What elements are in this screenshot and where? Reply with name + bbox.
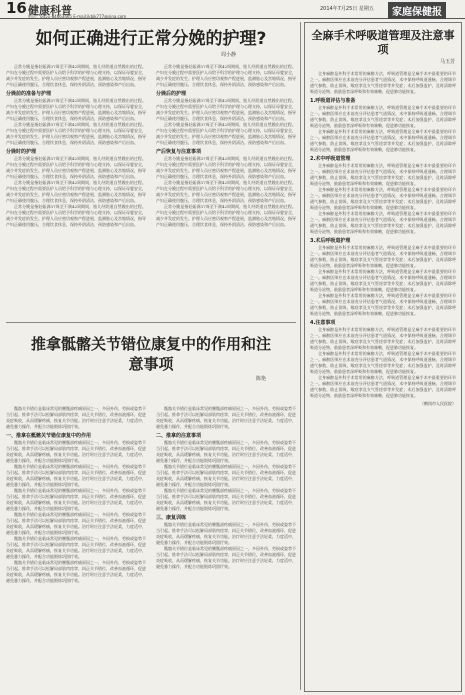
article-title: 全麻手术呼吸道管理及注意事项 bbox=[311, 29, 455, 56]
page-header bbox=[0, 0, 465, 19]
paragraph: 正常分娩是指妊娠满37周至不满42周期间，胎儿经阴道自然娩出的过程。产妇在分娩过程中需要医护人员给予科学的护理与心理支持，以保证母婴安全，减少并发症的发生。护理人员应密切观察产程进展，监测胎心及宫缩情况，指导产妇正确使用腹压，合理饮食休息，保持外阴清洁，预防感染和产后出血。 bbox=[6, 122, 146, 145]
subhead: 4.注意事项 bbox=[310, 320, 336, 326]
paragraph: 全身麻醉是外科手术常用的麻醉方法，呼吸道管理是全麻手术中最重要的环节之一。麻醉医师应在术前充分评估患者气道情况，术中保持呼吸道通畅，合理调节通气参数，防止误吸、喉痉挛及支气管痉挛等并发症；术后加强监护，及时清除呼吸道分泌物，鼓励患者深呼吸和有效咳嗽，促进肺功能恢复。 bbox=[310, 327, 456, 350]
paragraph: 骶髂关节错位是临床常见的腰骶部疼痛原因之一，多因外伤、劳损或姿势不当引起。推拿手法可以松解局部肌肉痉挛，纠正关节错位，改善血液循环，促进炎症吸收，从而缓解疼痛，恢复关节功能。治疗时应注意手法轻柔，力度适中，避免暴力操作，并配合功能锻炼巩固疗效。 bbox=[6, 440, 146, 463]
paragraph: 正常分娩是指妊娠满37周至不满42周期间，胎儿经阴道自然娩出的过程。产妇在分娩过程中需要医护人员给予科学的护理与心理支持，以保证母婴安全，减少并发症的发生。护理人员应密切观察产程进展，监测胎心及宫缩情况，指导产妇正确使用腹压，合理饮食休息，保持外阴清洁，预防感染和产后出血。 bbox=[6, 64, 146, 87]
page-number: 16 bbox=[6, 0, 27, 17]
paragraph: 正常分娩是指妊娠满37周至不满42周期间，胎儿经阴道自然娩出的过程。产妇在分娩过程中需要医护人员给予科学的护理与心理支持，以保证母婴安全，减少并发症的发生。护理人员应密切观察产程进展，监测胎心及宫缩情况，指导产妇正确使用腹压，合理饮食休息，保持外阴清洁，预防感染和产后出血。 bbox=[156, 180, 296, 203]
paragraph: 正常分娩是指妊娠满37周至不满42周期间，胎儿经阴道自然娩出的过程。产妇在分娩过程中需要医护人员给予科学的护理与心理支持，以保证母婴安全，减少并发症的发生。护理人员应密切观察产程进展，监测胎心及宫缩情况，指导产妇正确使用腹压，合理饮食休息，保持外阴清洁，预防感染和产后出血。 bbox=[156, 156, 296, 179]
paragraph: 全身麻醉是外科手术常用的麻醉方法，呼吸道管理是全麻手术中最重要的环节之一。麻醉医师应在术前充分评估患者气道情况，术中保持呼吸道通畅，合理调节通气参数，防止误吸、喉痉挛及支气管痉挛等并发症；术后加强监护，及时清除呼吸道分泌物，鼓励患者深呼吸和有效咳嗽，促进肺功能恢复。 bbox=[310, 187, 456, 210]
paragraph: 全身麻醉是外科手术常用的麻醉方法，呼吸道管理是全麻手术中最重要的环节之一。麻醉医师应在术前充分评估患者气道情况，术中保持呼吸道通畅，合理调节通气参数，防止误吸、喉痉挛及支气管痉挛等并发症；术后加强监护，及时清除呼吸道分泌物，鼓励患者深呼吸和有效咳嗽，促进肺功能恢复。 bbox=[310, 71, 456, 94]
header-contact: 电话：0451-84663465 E-mail:jkbjk777@sina.com bbox=[28, 14, 127, 19]
paragraph: 正常分娩是指妊娠满37周至不满42周期间，胎儿经阴道自然娩出的过程。产妇在分娩过程中需要医护人员给予科学的护理与心理支持，以保证母婴安全，减少并发症的发生。护理人员应密切观察产程进展，监测胎心及宫缩情况，指导产妇正确使用腹压，合理饮食休息，保持外阴清洁，预防感染和产后出血。 bbox=[156, 64, 296, 87]
paragraph: 骶髂关节错位是临床常见的腰骶部疼痛原因之一，多因外伤、劳损或姿势不当引起。推拿手法可以松解局部肌肉痉挛，纠正关节错位，改善血液循环，促进炎症吸收，从而缓解疼痛，恢复关节功能。治疗时应注意手法轻柔，力度适中，避免暴力操作，并配合功能锻炼巩固疗效。 bbox=[6, 512, 146, 535]
paragraph: 全身麻醉是外科手术常用的麻醉方法，呼吸道管理是全麻手术中最重要的环节之一。麻醉医师应在术前充分评估患者气道情况，术中保持呼吸道通畅，合理调节通气参数，防止误吸、喉痉挛及支气管痉挛等并发症；术后加强监护，及时清除呼吸道分泌物，鼓励患者深呼吸和有效咳嗽，促进肺功能恢复。 bbox=[310, 375, 456, 398]
paragraph: 骶髂关节错位是临床常见的腰骶部疼痛原因之一，多因外伤、劳损或姿势不当引起。推拿手法可以松解局部肌肉痉挛，纠正关节错位，改善血液循环，促进炎症吸收，从而缓解疼痛，恢复关节功能。治疗时应注意手法轻柔，力度适中，避免暴力操作，并配合功能锻炼巩固疗效。 bbox=[156, 546, 296, 569]
article-col-1 bbox=[6, 406, 146, 692]
article-col-2 bbox=[156, 64, 296, 318]
paragraph: 骶髂关节错位是临床常见的腰骶部疼痛原因之一，多因外伤、劳损或姿势不当引起。推拿手法可以松解局部肌肉痉挛，纠正关节错位，改善血液循环，促进炎症吸收，从而缓解疼痛，恢复关节功能。治疗时应注意手法轻柔，力度适中，避免暴力操作，并配合功能锻炼巩固疗效。 bbox=[156, 522, 296, 545]
article-byline: 马玉芳 bbox=[439, 59, 455, 65]
paragraph: 骶髂关节错位是临床常见的腰骶部疼痛原因之一，多因外伤、劳损或姿势不当引起。推拿手法可以松解局部肌肉痉挛，纠正关节错位，改善血液循环，促进炎症吸收，从而缓解疼痛，恢复关节功能。治疗时应注意手法轻柔，力度适中，避免暴力操作，并配合功能锻炼巩固疗效。 bbox=[6, 536, 146, 559]
paragraph: 全身麻醉是外科手术常用的麻醉方法，呼吸道管理是全麻手术中最重要的环节之一。麻醉医师应在术前充分评估患者气道情况，术中保持呼吸道通畅，合理调节通气参数，防止误吸、喉痉挛及支气管痉挛等并发症；术后加强监护，及时清除呼吸道分泌物，鼓励患者深呼吸和有效咳嗽，促进肺功能恢复。 bbox=[310, 293, 456, 316]
subhead: 二、推拿的注意事项 bbox=[156, 433, 202, 439]
paragraph: 骶髂关节错位是临床常见的腰骶部疼痛原因之一，多因外伤、劳损或姿势不当引起。推拿手法可以松解局部肌肉痉挛，纠正关节错位，改善血液循环，促进炎症吸收，从而缓解疼痛，恢复关节功能。治疗时应注意手法轻柔，力度适中，避免暴力操作，并配合功能锻炼巩固疗效。 bbox=[156, 440, 296, 463]
article-title: 推拿骶髂关节错位康复中的作用和注意事项 bbox=[30, 335, 271, 373]
column-divider bbox=[300, 22, 301, 690]
subhead: 一、推拿在骶髂关节错位康复中的作用 bbox=[6, 433, 92, 439]
paragraph: 全身麻醉是外科手术常用的麻醉方法，呼吸道管理是全麻手术中最重要的环节之一。麻醉医师应在术前充分评估患者气道情况，术中保持呼吸道通畅，合理调节通气参数，防止误吸、喉痉挛及支气管痉挛等并发症；术后加强监护，及时清除呼吸道分泌物，鼓励患者深呼吸和有效咳嗽，促进肺功能恢复。 bbox=[310, 351, 456, 374]
paragraph: 正常分娩是指妊娠满37周至不满42周期间，胎儿经阴道自然娩出的过程。产妇在分娩过程中需要医护人员给予科学的护理与心理支持，以保证母婴安全，减少并发症的发生。护理人员应密切观察产程进展，监测胎心及宫缩情况，指导产妇正确使用腹压，合理饮食休息，保持外阴清洁，预防感染和产后出血。 bbox=[156, 98, 296, 121]
article-childbirth bbox=[6, 22, 296, 318]
paragraph: 骶髂关节错位是临床常见的腰骶部疼痛原因之一，多因外伤、劳损或姿势不当引起。推拿手法可以松解局部肌肉痉挛，纠正关节错位，改善血液循环，促进炎症吸收，从而缓解疼痛，恢复关节功能。治疗时应注意手法轻柔，力度适中，避免暴力操作，并配合功能锻炼巩固疗效。 bbox=[6, 488, 146, 511]
paragraph: 全身麻醉是外科手术常用的麻醉方法，呼吸道管理是全麻手术中最重要的环节之一。麻醉医师应在术前充分评估患者气道情况，术中保持呼吸道通畅，合理调节通气参数，防止误吸、喉痉挛及支气管痉挛等并发症；术后加强监护，及时清除呼吸道分泌物，鼓励患者深呼吸和有效咳嗽，促进肺功能恢复。 bbox=[310, 211, 456, 234]
paragraph: 骶髂关节错位是临床常见的腰骶部疼痛原因之一，多因外伤、劳损或姿势不当引起。推拿手法可以松解局部肌肉痉挛，纠正关节错位，改善血液循环，促进炎症吸收，从而缓解疼痛，恢复关节功能。治疗时应注意手法轻柔，力度适中，避免暴力操作，并配合功能锻炼巩固疗效。 bbox=[156, 488, 296, 511]
article-col-2 bbox=[156, 406, 296, 692]
subhead: 分娩时的护理 bbox=[6, 149, 37, 155]
subhead: 1.呼吸道评估与准备 bbox=[310, 98, 356, 104]
subhead: 三、康复训练 bbox=[156, 515, 187, 521]
paragraph: 全身麻醉是外科手术常用的麻醉方法，呼吸道管理是全麻手术中最重要的环节之一。麻醉医师应在术前充分评估患者气道情况，术中保持呼吸道通畅，合理调节通气参数，防止误吸、喉痉挛及支气管痉挛等并发症；术后加强监护，及时清除呼吸道分泌物，鼓励患者深呼吸和有效咳嗽，促进肺功能恢复。 bbox=[310, 163, 456, 186]
section-name: 健康科普 bbox=[28, 4, 72, 17]
subhead: 分娩前的准备与护理 bbox=[6, 91, 52, 97]
article-massage bbox=[6, 326, 296, 692]
subhead: 产后恢复与注意事项 bbox=[156, 149, 202, 155]
subhead: 分娩后的护理 bbox=[156, 91, 187, 97]
paragraph: 全身麻醉是外科手术常用的麻醉方法，呼吸道管理是全麻手术中最重要的环节之一。麻醉医师应在术前充分评估患者气道情况，术中保持呼吸道通畅，合理调节通气参数，防止误吸、喉痉挛及支气管痉挛等并发症；术后加强监护，及时清除呼吸道分泌物，鼓励患者深呼吸和有效咳嗽，促进肺功能恢复。 bbox=[310, 245, 456, 268]
paragraph: 全身麻醉是外科手术常用的麻醉方法，呼吸道管理是全麻手术中最重要的环节之一。麻醉医师应在术前充分评估患者气道情况，术中保持呼吸道通畅，合理调节通气参数，防止误吸、喉痉挛及支气管痉挛等并发症；术后加强监护，及时清除呼吸道分泌物，鼓励患者深呼吸和有效咳嗽，促进肺功能恢复。 bbox=[310, 105, 456, 128]
subhead: 3.术后呼吸道护理 bbox=[310, 238, 351, 244]
paragraph: 骶髂关节错位是临床常见的腰骶部疼痛原因之一，多因外伤、劳损或姿势不当引起。推拿手法可以松解局部肌肉痉挛，纠正关节错位，改善血液循环，促进炎症吸收，从而缓解疼痛，恢复关节功能。治疗时应注意手法轻柔，力度适中，避免暴力操作，并配合功能锻炼巩固疗效。 bbox=[156, 464, 296, 487]
paragraph: 骶髂关节错位是临床常见的腰骶部疼痛原因之一，多因外伤、劳损或姿势不当引起。推拿手法可以松解局部肌肉痉挛，纠正关节错位，改善血液循环，促进炎症吸收，从而缓解疼痛，恢复关节功能。治疗时应注意手法轻柔，力度适中，避免暴力操作，并配合功能锻炼巩固疗效。 bbox=[6, 406, 146, 429]
divider bbox=[6, 322, 296, 323]
column-title: 家庭保健报 bbox=[388, 2, 446, 19]
header-date: 2014年7月25日 星期五 bbox=[320, 6, 374, 12]
article-col-1 bbox=[6, 64, 146, 318]
article-byline: 周小静 bbox=[220, 52, 236, 58]
paragraph: 全身麻醉是外科手术常用的麻醉方法，呼吸道管理是全麻手术中最重要的环节之一。麻醉医师应在术前充分评估患者气道情况，术中保持呼吸道通畅，合理调节通气参数，防止误吸、喉痉挛及支气管痉挛等并发症；术后加强监护，及时清除呼吸道分泌物，鼓励患者深呼吸和有效咳嗽，促进肺功能恢复。 bbox=[310, 129, 456, 152]
article-signoff: （鹤岗市人民医院） bbox=[420, 401, 456, 406]
paragraph: 正常分娩是指妊娠满37周至不满42周期间，胎儿经阴道自然娩出的过程。产妇在分娩过程中需要医护人员给予科学的护理与心理支持，以保证母婴安全，减少并发症的发生。护理人员应密切观察产程进展，监测胎心及宫缩情况，指导产妇正确使用腹压，合理饮食休息，保持外阴清洁，预防感染和产后出血。 bbox=[156, 204, 296, 227]
paragraph: 正常分娩是指妊娠满37周至不满42周期间，胎儿经阴道自然娩出的过程。产妇在分娩过程中需要医护人员给予科学的护理与心理支持，以保证母婴安全，减少并发症的发生。护理人员应密切观察产程进展，监测胎心及宫缩情况，指导产妇正确使用腹压，合理饮食休息，保持外阴清洁，预防感染和产后出血。 bbox=[156, 122, 296, 145]
subhead: 2.术中呼吸道管理 bbox=[310, 156, 351, 162]
article-title: 如何正确进行正常分娩的护理? bbox=[35, 29, 267, 49]
article-body bbox=[310, 71, 456, 685]
paragraph: 全身麻醉是外科手术常用的麻醉方法，呼吸道管理是全麻手术中最重要的环节之一。麻醉医师应在术前充分评估患者气道情况，术中保持呼吸道通畅，合理调节通气参数，防止误吸、喉痉挛及支气管痉挛等并发症；术后加强监护，及时清除呼吸道分泌物，鼓励患者深呼吸和有效咳嗽，促进肺功能恢复。 bbox=[310, 269, 456, 292]
paragraph: 正常分娩是指妊娠满37周至不满42周期间，胎儿经阴道自然娩出的过程。产妇在分娩过程中需要医护人员给予科学的护理与心理支持，以保证母婴安全，减少并发症的发生。护理人员应密切观察产程进展，监测胎心及宫缩情况，指导产妇正确使用腹压，合理饮食休息，保持外阴清洁，预防感染和产后出血。 bbox=[6, 180, 146, 203]
paragraph: 正常分娩是指妊娠满37周至不满42周期间，胎儿经阴道自然娩出的过程。产妇在分娩过程中需要医护人员给予科学的护理与心理支持，以保证母婴安全，减少并发症的发生。护理人员应密切观察产程进展，监测胎心及宫缩情况，指导产妇正确使用腹压，合理饮食休息，保持外阴清洁，预防感染和产后出血。 bbox=[6, 98, 146, 121]
paragraph: 正常分娩是指妊娠满37周至不满42周期间，胎儿经阴道自然娩出的过程。产妇在分娩过程中需要医护人员给予科学的护理与心理支持，以保证母婴安全，减少并发症的发生。护理人员应密切观察产程进展，监测胎心及宫缩情况，指导产妇正确使用腹压，合理饮食休息，保持外阴清洁，预防感染和产后出血。 bbox=[6, 156, 146, 179]
article-byline: 陈艳 bbox=[255, 376, 266, 382]
paragraph: 正常分娩是指妊娠满37周至不满42周期间，胎儿经阴道自然娩出的过程。产妇在分娩过程中需要医护人员给予科学的护理与心理支持，以保证母婴安全，减少并发症的发生。护理人员应密切观察产程进展，监测胎心及宫缩情况，指导产妇正确使用腹压，合理饮食休息，保持外阴清洁，预防感染和产后出血。 bbox=[6, 204, 146, 227]
paragraph: 骶髂关节错位是临床常见的腰骶部疼痛原因之一，多因外伤、劳损或姿势不当引起。推拿手法可以松解局部肌肉痉挛，纠正关节错位，改善血液循环，促进炎症吸收，从而缓解疼痛，恢复关节功能。治疗时应注意手法轻柔，力度适中，避免暴力操作，并配合功能锻炼巩固疗效。 bbox=[156, 406, 296, 429]
article-anesthesia bbox=[304, 22, 462, 692]
paragraph: 骶髂关节错位是临床常见的腰骶部疼痛原因之一，多因外伤、劳损或姿势不当引起。推拿手法可以松解局部肌肉痉挛，纠正关节错位，改善血液循环，促进炎症吸收，从而缓解疼痛，恢复关节功能。治疗时应注意手法轻柔，力度适中，避免暴力操作，并配合功能锻炼巩固疗效。 bbox=[6, 560, 146, 583]
paragraph: 骶髂关节错位是临床常见的腰骶部疼痛原因之一，多因外伤、劳损或姿势不当引起。推拿手法可以松解局部肌肉痉挛，纠正关节错位，改善血液循环，促进炎症吸收，从而缓解疼痛，恢复关节功能。治疗时应注意手法轻柔，力度适中，避免暴力操作，并配合功能锻炼巩固疗效。 bbox=[6, 464, 146, 487]
